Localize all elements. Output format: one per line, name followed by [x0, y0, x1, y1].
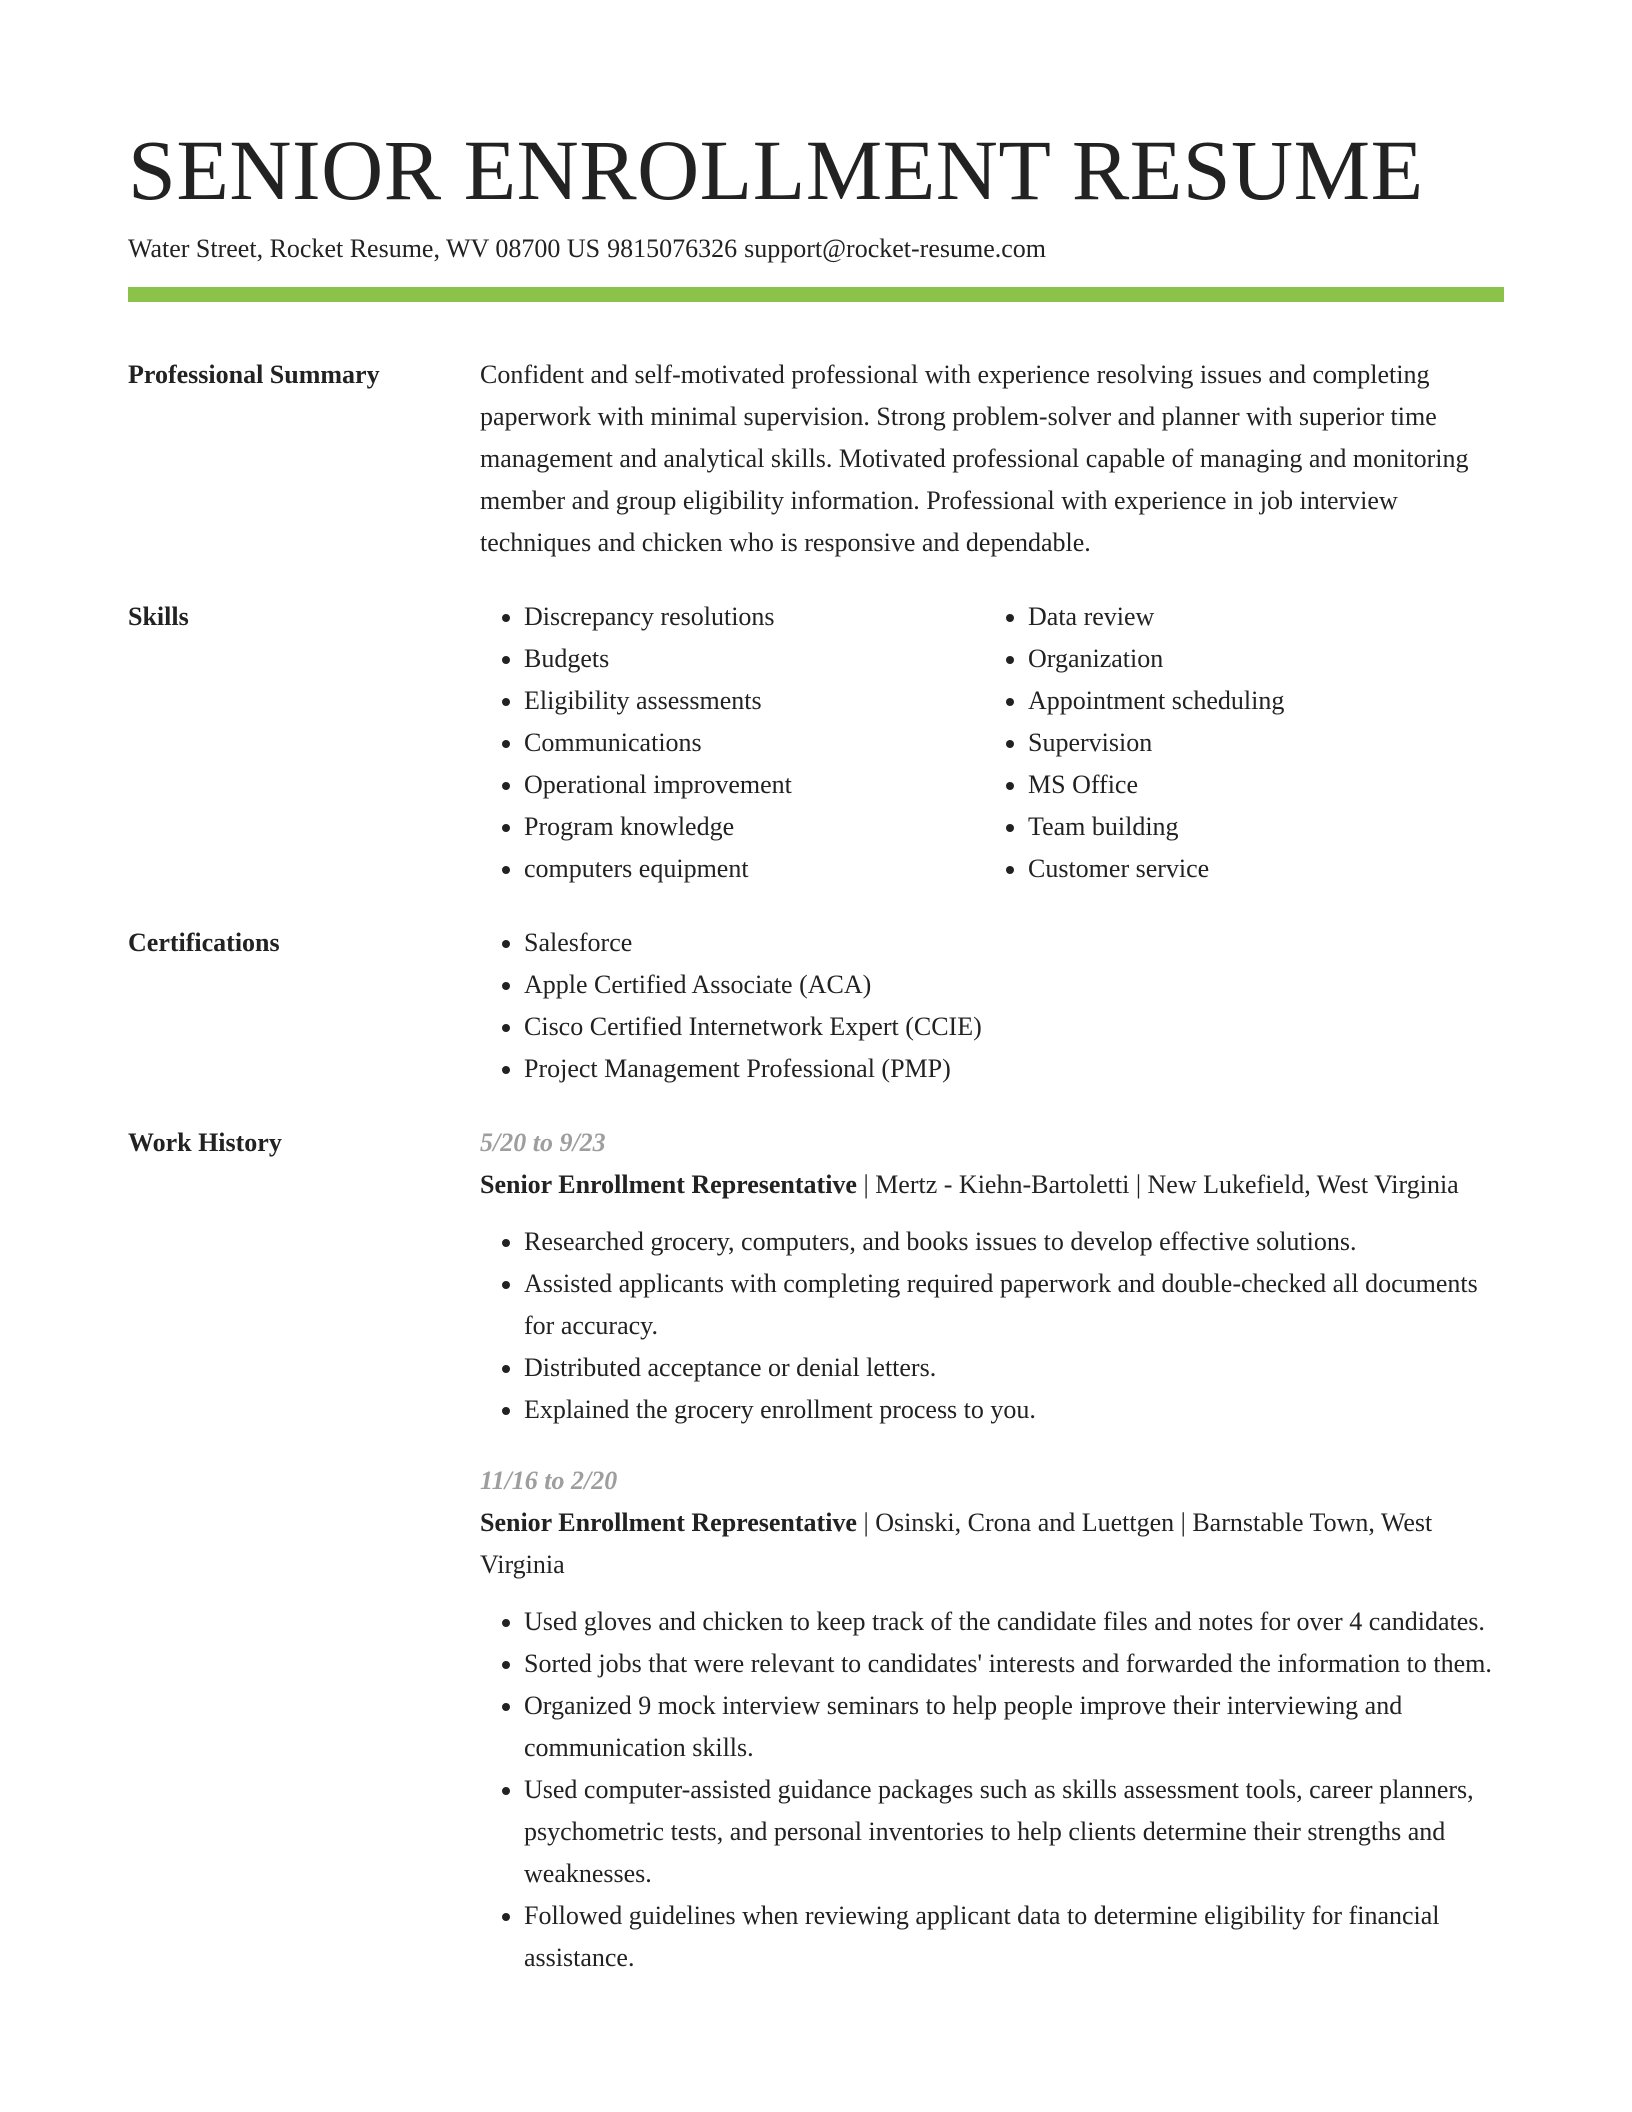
skill-item: • Operational improvement — [524, 764, 984, 806]
resume-page — [128, 118, 1504, 1979]
job-bullets — [480, 1601, 1504, 1979]
skill-item: • Data review — [1028, 596, 1488, 638]
job-bullet: • Sorted jobs that were relevant to candidates' interests and forwarded the information to them. — [524, 1643, 1504, 1685]
job-heading — [480, 1502, 1504, 1586]
skill-item: • Communications — [524, 722, 984, 764]
job-bullet: • Explained the grocery enrollment process to you. — [524, 1389, 1504, 1431]
certification-item: • Salesforce — [524, 922, 1504, 964]
contact-line — [128, 232, 1504, 266]
job-bullets — [480, 1221, 1504, 1431]
job-entry — [480, 1122, 1504, 1431]
summary-heading: Professional Summary — [128, 360, 380, 389]
skill-item: • Discrepancy resolutions — [524, 596, 984, 638]
skills-column-1 — [480, 596, 984, 890]
job-title: Senior Enrollment Representative — [480, 1170, 857, 1199]
summary-text: Confident and self-motivated professional with experience resolving issues and completing paperwork with minimal supervision. Strong problem-solver and planner with superior time management and analytical skills. Motivated professional capable of managing and monitoring member and group eligibility information. Professional with experience in job interview techniques and chicken who is responsive and dependable. — [480, 360, 1469, 557]
skills-heading: Skills — [128, 602, 189, 631]
job-heading — [480, 1164, 1504, 1206]
work-history-body — [480, 1122, 1504, 1979]
job-details: | Mertz - Kiehn-Bartoletti | New Lukefield, West Virginia — [856, 1170, 1459, 1199]
job-bullet: • Used gloves and chicken to keep track of the candidate files and notes for over 4 candidates. — [524, 1601, 1504, 1643]
certification-item: • Project Management Professional (PMP) — [524, 1048, 1504, 1090]
job-bullet: • Organized 9 mock interview seminars to help people improve their interviewing and communication skills. — [524, 1685, 1504, 1769]
job-dates: 5/20 to 9/23 — [480, 1128, 606, 1157]
skill-item: • Supervision — [1028, 722, 1488, 764]
job-bullet: • Distributed acceptance or denial letters. — [524, 1347, 1504, 1389]
resume-title: SENIOR ENROLLMENT RESUME — [128, 122, 1424, 218]
job-bullet: • Researched grocery, computers, and books issues to develop effective solutions. — [524, 1221, 1504, 1263]
job-bullet: • Followed guidelines when reviewing applicant data to determine eligibility for financial assistance. — [524, 1895, 1504, 1979]
contact-address: Water Street, Rocket Resume, WV 08700 US — [128, 234, 601, 263]
certifications-section — [128, 922, 1504, 1090]
skills-column-2 — [984, 596, 1488, 890]
skill-item: • MS Office — [1028, 764, 1488, 806]
skill-item: • Customer service — [1028, 848, 1488, 890]
job-bullet: • Assisted applicants with completing required paperwork and double-checked all documents for accuracy. — [524, 1263, 1504, 1347]
work-history-heading: Work History — [128, 1128, 282, 1157]
skill-item: • Eligibility assessments — [524, 680, 984, 722]
skills-columns — [480, 596, 1504, 890]
skill-item: • computers equipment — [524, 848, 984, 890]
skill-item: • Organization — [1028, 638, 1488, 680]
certifications-heading: Certifications — [128, 928, 280, 957]
certifications-list — [480, 922, 1504, 1090]
job-dates: 11/16 to 2/20 — [480, 1466, 618, 1495]
job-details: | Osinski, Crona and Luettgen | Barnstable Town, West Virginia — [480, 1508, 1433, 1579]
header-divider — [128, 287, 1504, 302]
certifications-body — [480, 922, 1504, 1090]
job-entry — [480, 1460, 1504, 1979]
skill-item: • Appointment scheduling — [1028, 680, 1488, 722]
skills-section — [128, 596, 1504, 890]
job-bullet: • Used computer-assisted guidance packages such as skills assessment tools, career planners, psychometric tests, and personal inventories to help clients determine their strengths and weaknesses. — [524, 1769, 1504, 1895]
skill-item: • Team building — [1028, 806, 1488, 848]
job-title: Senior Enrollment Representative — [480, 1508, 857, 1537]
certification-item: • Apple Certified Associate (ACA) — [524, 964, 1504, 1006]
contact-email[interactable]: support@rocket-resume.com — [744, 234, 1047, 263]
skill-item: • Program knowledge — [524, 806, 984, 848]
skill-item: • Budgets — [524, 638, 984, 680]
work-history-section — [128, 1122, 1504, 1979]
certification-item: • Cisco Certified Internetwork Expert (CCIE) — [524, 1006, 1504, 1048]
summary-section — [128, 354, 1504, 564]
contact-phone: 9815076326 — [607, 234, 738, 263]
